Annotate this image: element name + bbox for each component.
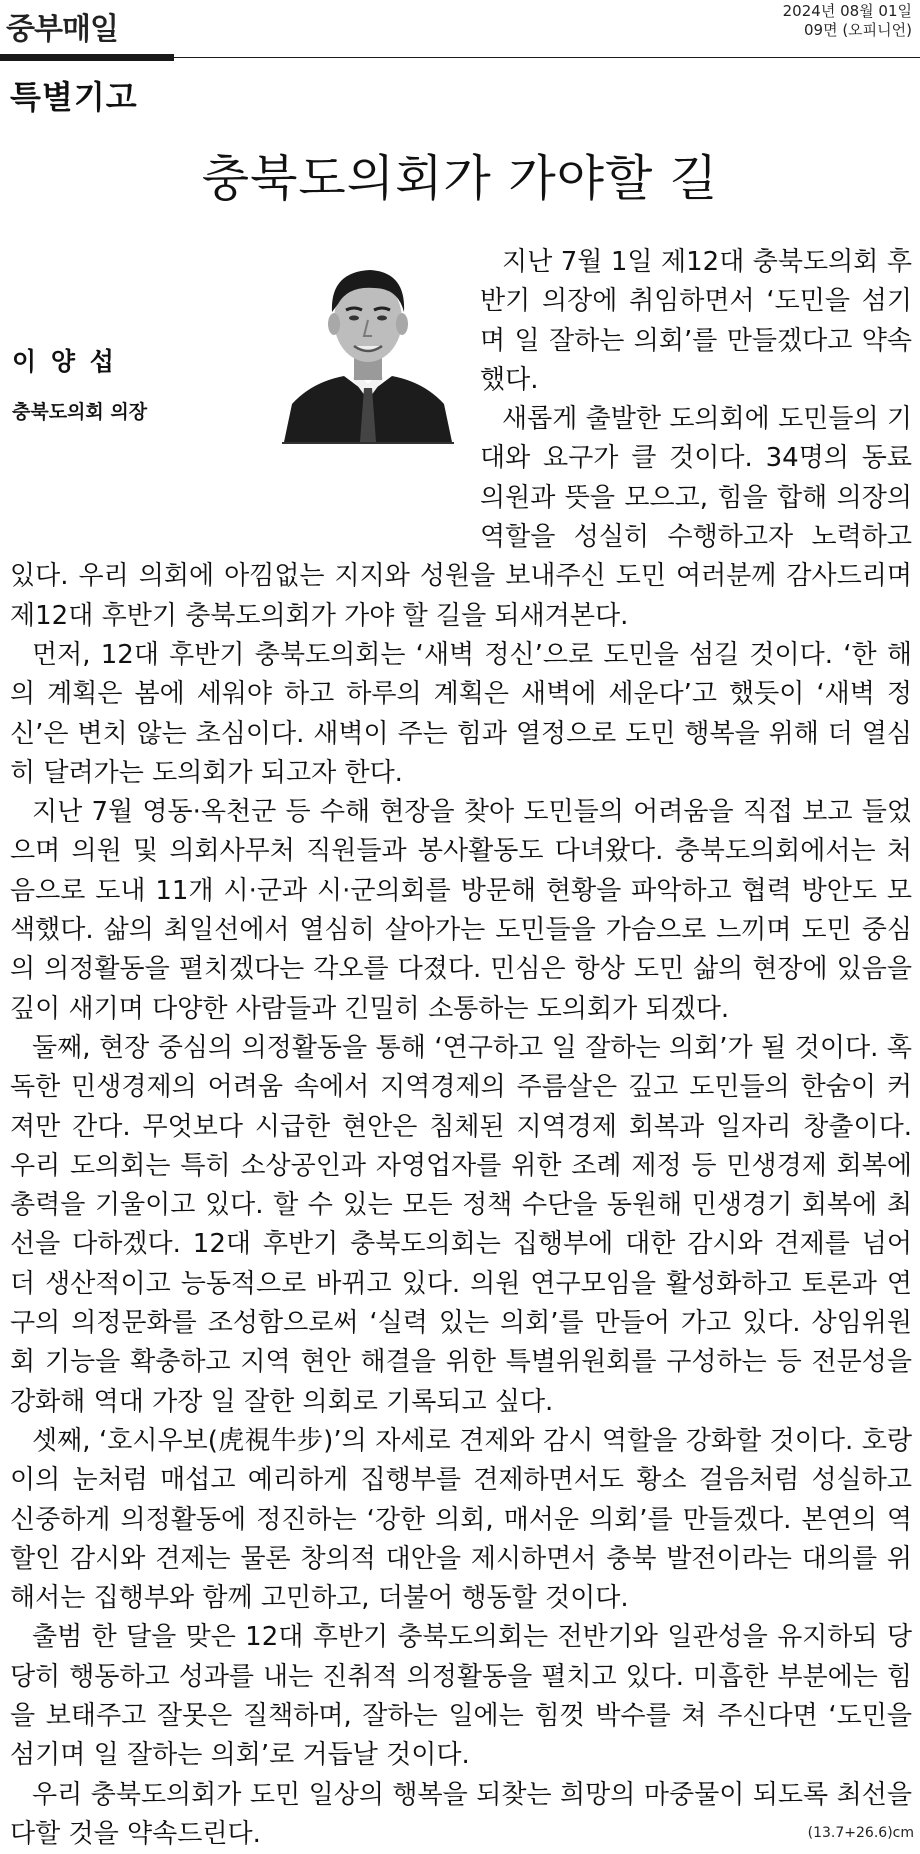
- paragraph: 지난 7월 1일 제12대 충북도의회 후반기 의장에 취임하면서 ‘도민을 섬기며 일 잘하는 의회’를 만들겠다고 약속했다.: [480, 247, 912, 395]
- paragraph: 지난 7월 영동·옥천군 등 수해 현장을 찾아 도민들의 어려움을 직접 보고 들었으며 의원 및 의회사무처 직원들과 봉사활동도 다녀왔다. 충북도의회에서는 처음으로 도내 11개 시·군과 시·군의회를 방문해 현황을 파악하고 협력 방안도 모색했다. 삶의 최일선에서 열심히 살아가는 도민들을 가슴으로 느끼며 도민 중심의 의정활동을 펼치겠다는 각오를 다졌다. 민심은 항상 도민 삶의 현장에 있음을 깊이 새기며 다양한 사람들과 긴밀히 소통하는 도의회가 되겠다.: [10, 797, 913, 1024]
- section-label: 특별기고: [10, 78, 138, 116]
- size-note: (13.7+26.6)cm: [807, 1825, 914, 1841]
- masthead-thin-rule: [174, 57, 920, 58]
- newspaper-logo: 중부매일: [6, 12, 118, 47]
- paragraph: 셋째, ‘호시우보(虎視牛步)’의 자세로 견제와 감시 역할을 강화할 것이다. 호랑이의 눈처럼 매섭고 예리하게 집행부를 견제하면서도 황소 걸음처럼 성실하고 신중하게 의정활동에 정진하는 ‘강한 의회, 매서운 의회’를 만들겠다. 본연의 역할인 감시와 견제는 물론 창의적 대안을 제시하면서 충북 발전이라는 대의를 위해서는 집행부와 함께 고민하고, 더불어 행동할 것이다.: [10, 1425, 913, 1614]
- paragraph: 먼저, 12대 후반기 충북도의회는 ‘새벽 정신’으로 도민을 섬길 것이다. ‘한 해의 계획은 봄에 세워야 하고 하루의 계획은 새벽에 세운다’고 했듯이 ‘새벽 정신’은 변치 않는 초심이다. 새벽이 주는 힘과 열정으로 도민 행복을 위해 더 열심히 달려가는 도의회가 되고자 한다.: [10, 639, 912, 788]
- author-name: 이 양 섭: [12, 347, 117, 376]
- paragraph: 우리 충북도의회가 도민 일상의 행복을 되찾는 희망의 마중물이 되도록 최선을 다할 것을 약속드린다.: [10, 1779, 912, 1849]
- article-headline: 충북도의회가 가야할 길: [201, 150, 719, 207]
- masthead: [0, 0, 920, 60]
- paragraph: 둘째, 현장 중심의 의정활동을 통해 ‘연구하고 일 잘하는 의회’가 될 것이다. 혹독한 민생경제의 어려움 속에서 지역경제의 주름살은 깊고 도민들의 한숨이 커져만 간다. 무엇보다 시급한 현안은 침체된 지역경제 회복과 일자리 창출이다. 우리 도의회는 특히 소상공인과 자영업자를 위한 조례 제정 등 민생경제 회복에 총력을 기울이고 있다. 할 수 있는 모든 정책 수단을 동원해 민생경기 회복에 최선을 다하겠다. 12대 후반기 충북도의회는 집행부에 대한 감시와 견제를 넘어 더 생산적이고 능동적으로 바뀌고 있다. 의원 연구모임을 활성화하고 토론과 연구의 의정문화를 조성함으로써 ‘실력 있는 의회’를 만들어 가고 있다. 상임위원회 기능을 확충하고 지역 현안 해결을 위한 특별위원회를 구성하는 등 전문성을 강화해 역대 가장 일 잘한 의회로 기록되고 싶다.: [10, 1032, 913, 1417]
- masthead-thick-rule: [0, 54, 174, 61]
- paragraph: 출범 한 달을 맞은 12대 후반기 충북도의회는 전반기와 일관성을 유지하되 당당히 행동하고 성과를 내는 진취적 의정활동을 펼치고 있다. 미흡한 부분에는 힘을 보태주고 잘못은 질책하며, 잘하는 일에는 힘껏 박수를 쳐 주신다면 ‘도민을 섬기며 일 잘하는 의회’로 거듭날 것이다.: [10, 1622, 912, 1771]
- author-block-spacer: [10, 243, 480, 527]
- issue-meta: [783, 2, 912, 40]
- author-title: 충북도의회 의장: [12, 401, 148, 423]
- paragraph: 새롭게 출발한 도의회에 도민들의 기대와 요구가 클 것이다. 34명의 동료의원과 뜻을 모으고, 힘을 합해 의장의 역할을 성실히 수행하고자 노력하고 있다. 우리 의회에 아낌없는 지지와 성원을 보내주신 도민 여러분께 감사드리며 제12대 후반기 충북도의회가 가야 할 길을 되새겨본다.: [10, 404, 913, 631]
- article-body: [10, 243, 912, 1854]
- issue-page: 09면 (오피니언): [803, 21, 912, 39]
- issue-date: 2024년 08월 01일: [782, 2, 912, 20]
